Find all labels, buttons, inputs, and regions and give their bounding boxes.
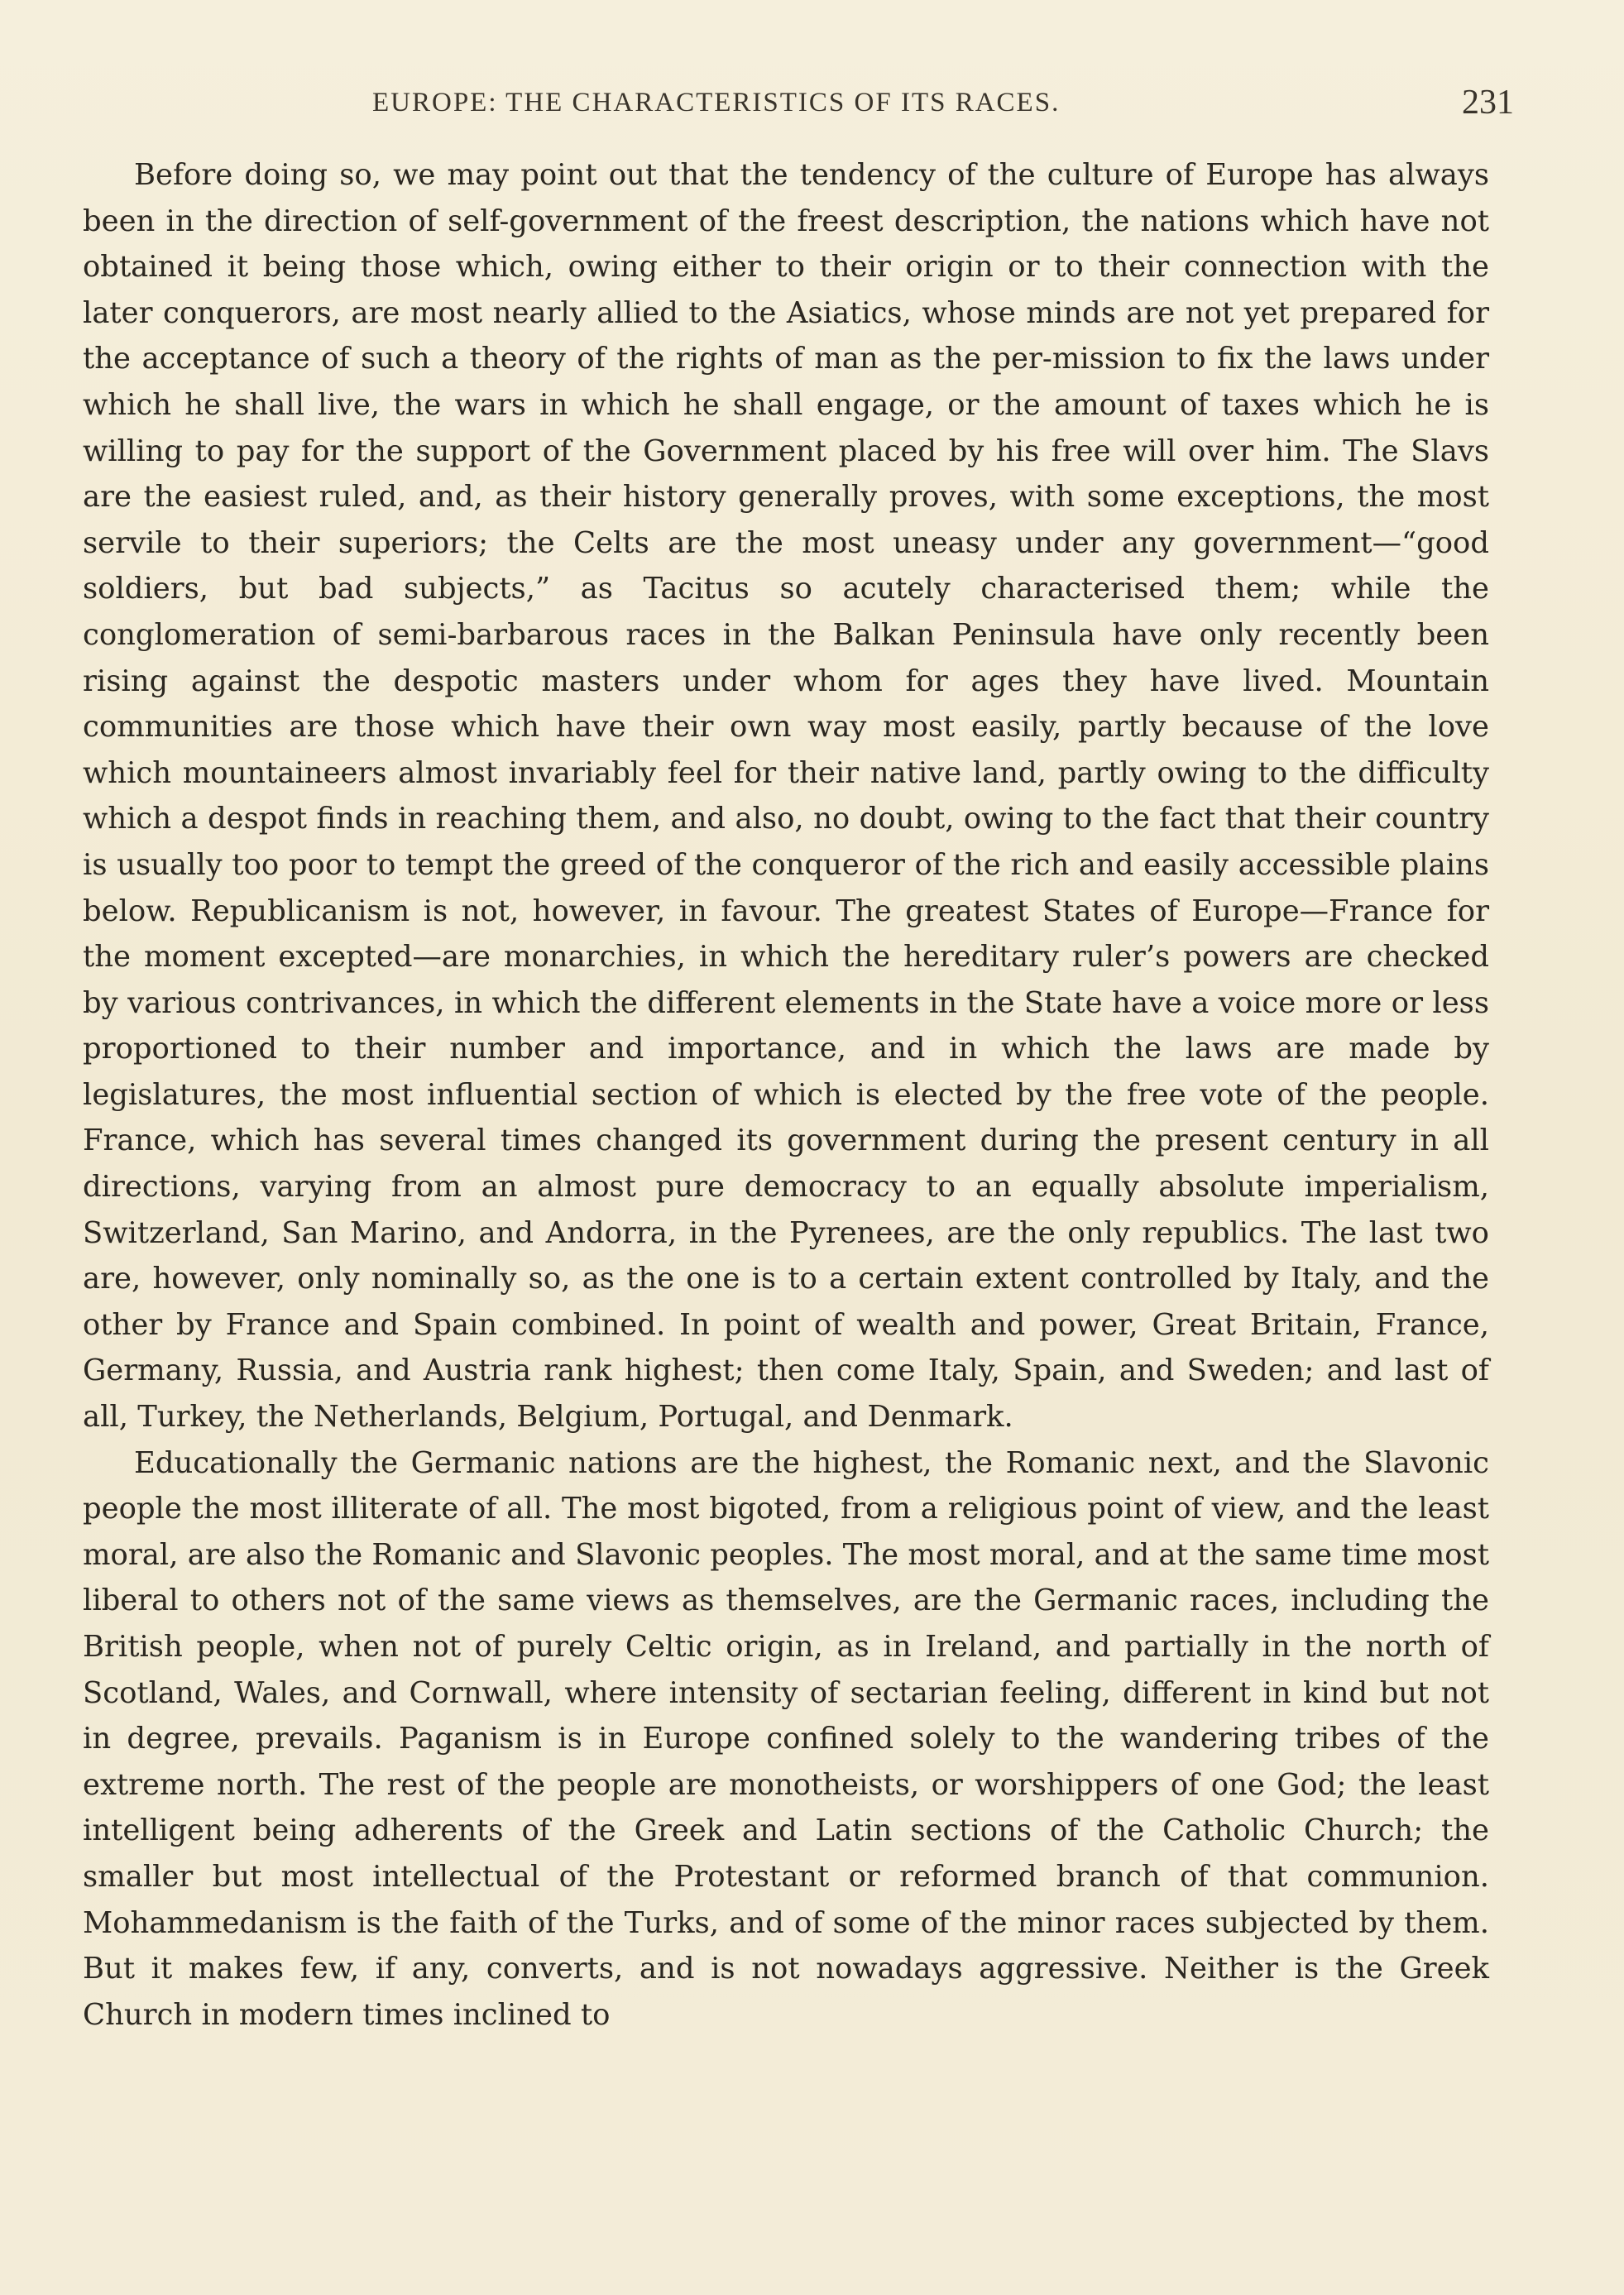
running-header (83, 83, 1539, 132)
page-number: 231 (1462, 84, 1514, 122)
running-title: EUROPE: THE CHARACTERISTICS OF ITS RACES. (372, 88, 1061, 117)
body-text (83, 152, 1489, 2038)
paragraph-2: Educationally the Germanic nations are the highest, the Romanic next, and the Slavonic people the most illiterate of all. The most bigoted, from a religious point of view, and the least moral, are also the Romanic and Slavonic peoples. The most moral, and at the same time most liberal to others not of the same views as themselves, are the Germanic races, including the British people, when not of purely Celtic origin, as in Ireland, and partially in the north of Scotland, Wales, and Cornwall, where intensity of sectarian feeling, different in kind but not in degree, prevails. Paganism is in Europe confined solely to the wandering tribes of the extreme north. The rest of the people are monotheists, or worshippers of one God; the least intelligent being adherents of the Greek and Latin sections of the Catholic Church; the smaller but most intellectual of the Protestant or reformed branch of that communion. Mohammedanism is the faith of the Turks, and of some of the minor races subjected by them. But it makes few, if any, converts, and is not nowadays aggressive. Neither is the Greek Church in modern times inclined to (83, 1445, 1489, 2032)
paragraph-1: Before doing so, we may point out that the tendency of the culture of Europe has always been in the direction of self-government of the freest description, the nations which have not obtained it being those which, owing either to their origin or to their connection with the later conquerors, are most nearly allied to the Asiatics, whose minds are not yet prepared for the acceptance of such a theory of the rights of man as the per-mission to fix the laws under which he shall live, the wars in which he shall engage, or the amount of taxes which he is willing to pay for the support of the Government placed by his free will over him. The Slavs are the easiest ruled, and, as their history generally proves, with some exceptions, the most servile to their superiors; the Celts are the most uneasy under any government—“good soldiers, but bad subjects,” as Tacitus so acutely characterised them; while the conglomeration of semi-barbarous races in the Balkan Peninsula have only recently been rising against the despotic masters under whom for ages they have lived. Mountain communities are those which have their own way most easily, partly because of the love which mountaineers almost invariably feel for their native land, partly owing to the difficulty which a despot finds in reaching them, and also, no doubt, owing to the fact that their country is usually too poor to tempt the greed of the conqueror of the rich and easily accessible plains below. Republicanism is not, however, in favour. The greatest States of Europe—France for the moment excepted—are monarchies, in which the hereditary ruler’s powers are checked by various contrivances, in which the different elements in the State have a voice more or less proportioned to their number and importance, and in which the laws are made by legislatures, the most influential section of which is elected by the free vote of the people. France, which has several times changed its government during the present century in all directions, varying from an almost pure democracy to an equally absolute imperialism, Switzerland, San Marino, and Andorra, in the Pyrenees, are the only republics. The last two are, however, only nominally so, as the one is to a certain extent controlled by Italy, and the other by France and Spain combined. In point of wealth and power, Great Britain, France, Germany, Russia, and Austria rank highest; then come Italy, Spain, and Sweden; and last of all, Turkey, the Netherlands, Belgium, Portugal, and Denmark. (83, 158, 1489, 1435)
